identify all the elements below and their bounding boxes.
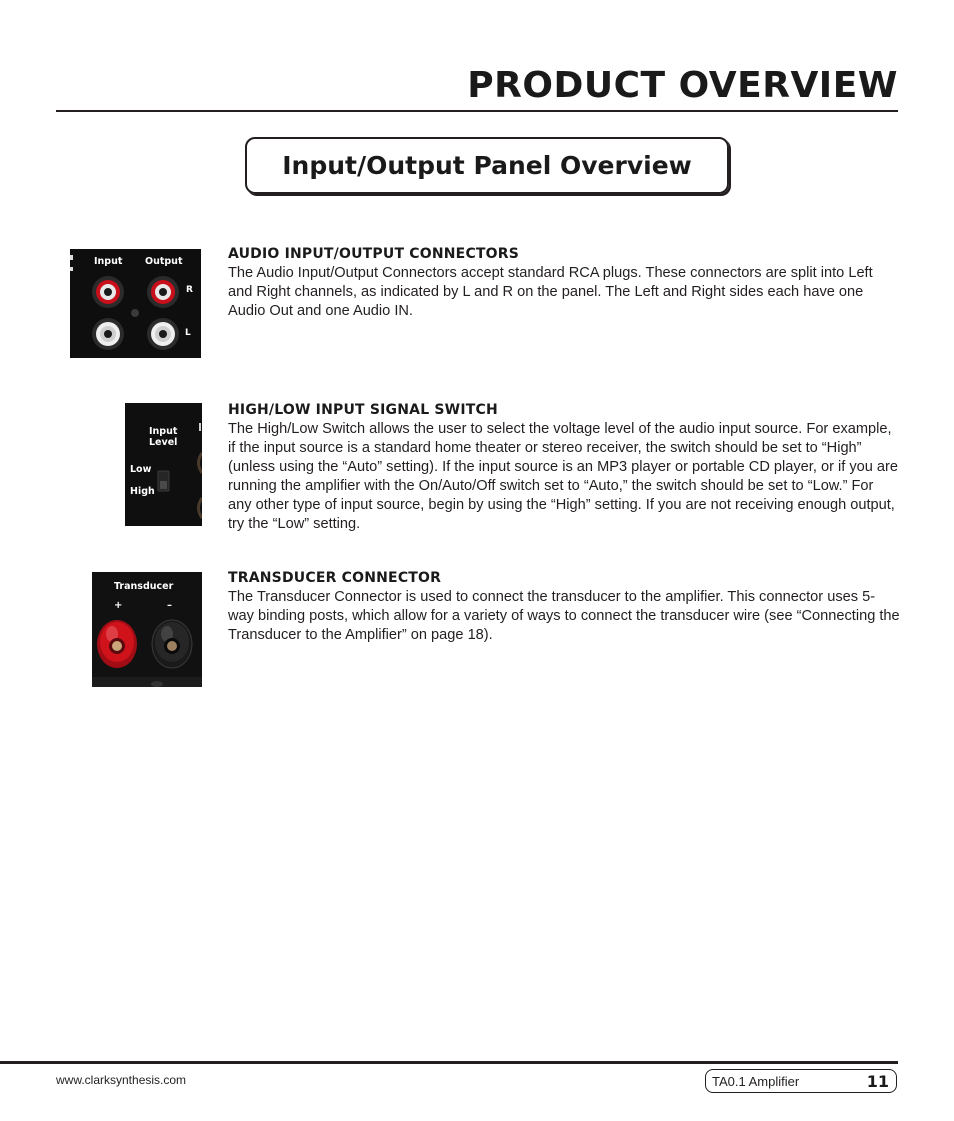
rca-input-right-icon — [92, 276, 124, 308]
photo-label-low: Low — [130, 464, 152, 475]
footer-website: www.clarksynthesis.com — [56, 1073, 187, 1087]
rca-output-left-icon — [147, 318, 179, 350]
page-title: PRODUCT OVERVIEW — [467, 65, 898, 106]
photo-label-r: R — [186, 285, 193, 295]
title-rule — [56, 110, 898, 112]
photo-label-l: L — [185, 328, 191, 338]
section-title: Input/Output Panel Overview — [282, 151, 692, 180]
photo-label-input-level-2: Level — [149, 437, 178, 448]
audio-connectors-description: The Audio Input/Output Connectors accept standard RCA plugs. These connectors are split into Left and Right channels, as indicated by L and R on the panel. The Left and Right sides each have one Audio Out and one Audio IN. — [228, 265, 873, 319]
photo-label-input-level-1: Input — [149, 426, 178, 437]
input-switch-description: The High/Low Switch allows the user to select the voltage level of the audio input source. For example, if the input source is a standard home theater or stereo receiver, the switch should be set to “High” (unless using the “Auto” setting). If the input source is an MP3 player or portable CD player, or if you are running the amplifier with the On/Auto/Off switch set to “Auto,” the switch should be set to “Low.” For any other type of input source, begin by using the “High” setting. If you are not receiving enough output, try the “Low” setting. — [228, 421, 899, 532]
footer-product-tab — [705, 1069, 897, 1093]
photo-label-plus: + — [114, 600, 123, 611]
transducer-connector-description: The Transducer Connector is used to connect the transducer to the amplifier. This connector uses 5-way binding posts, which allow for a variety of ways to connect the transducer wire (see “Connecting the Transducer to the Amplifier” on page 18). — [228, 589, 900, 643]
photo-label-output: Output — [145, 256, 183, 267]
section-title-box — [245, 137, 729, 194]
input-level-switch-photo — [125, 403, 202, 526]
rca-input-left-icon — [92, 318, 124, 350]
transducer-connector-photo — [92, 572, 202, 687]
footer-product-name: TA0.1 Amplifier — [712, 1073, 800, 1089]
screw-icon — [131, 309, 139, 317]
audio-connectors-photo — [70, 249, 201, 358]
transducer-connector-heading: TRANSDUCER CONNECTOR — [228, 570, 442, 586]
input-switch-heading: HIGH/LOW INPUT SIGNAL SWITCH — [228, 402, 498, 418]
audio-connectors-heading: AUDIO INPUT/OUTPUT CONNECTORS — [228, 246, 520, 262]
photo-label-minus: – — [167, 600, 172, 611]
photo-label-transducer: Transducer — [114, 581, 174, 592]
binding-post-red-icon — [97, 620, 137, 668]
binding-post-black-icon — [152, 620, 192, 668]
footer-rule — [0, 1061, 898, 1064]
slide-switch-icon — [158, 471, 169, 491]
rca-output-right-icon — [147, 276, 179, 308]
photo-label-high: High — [130, 486, 155, 497]
page-number: 11 — [866, 1071, 889, 1091]
photo-label-input: Input — [94, 256, 123, 267]
